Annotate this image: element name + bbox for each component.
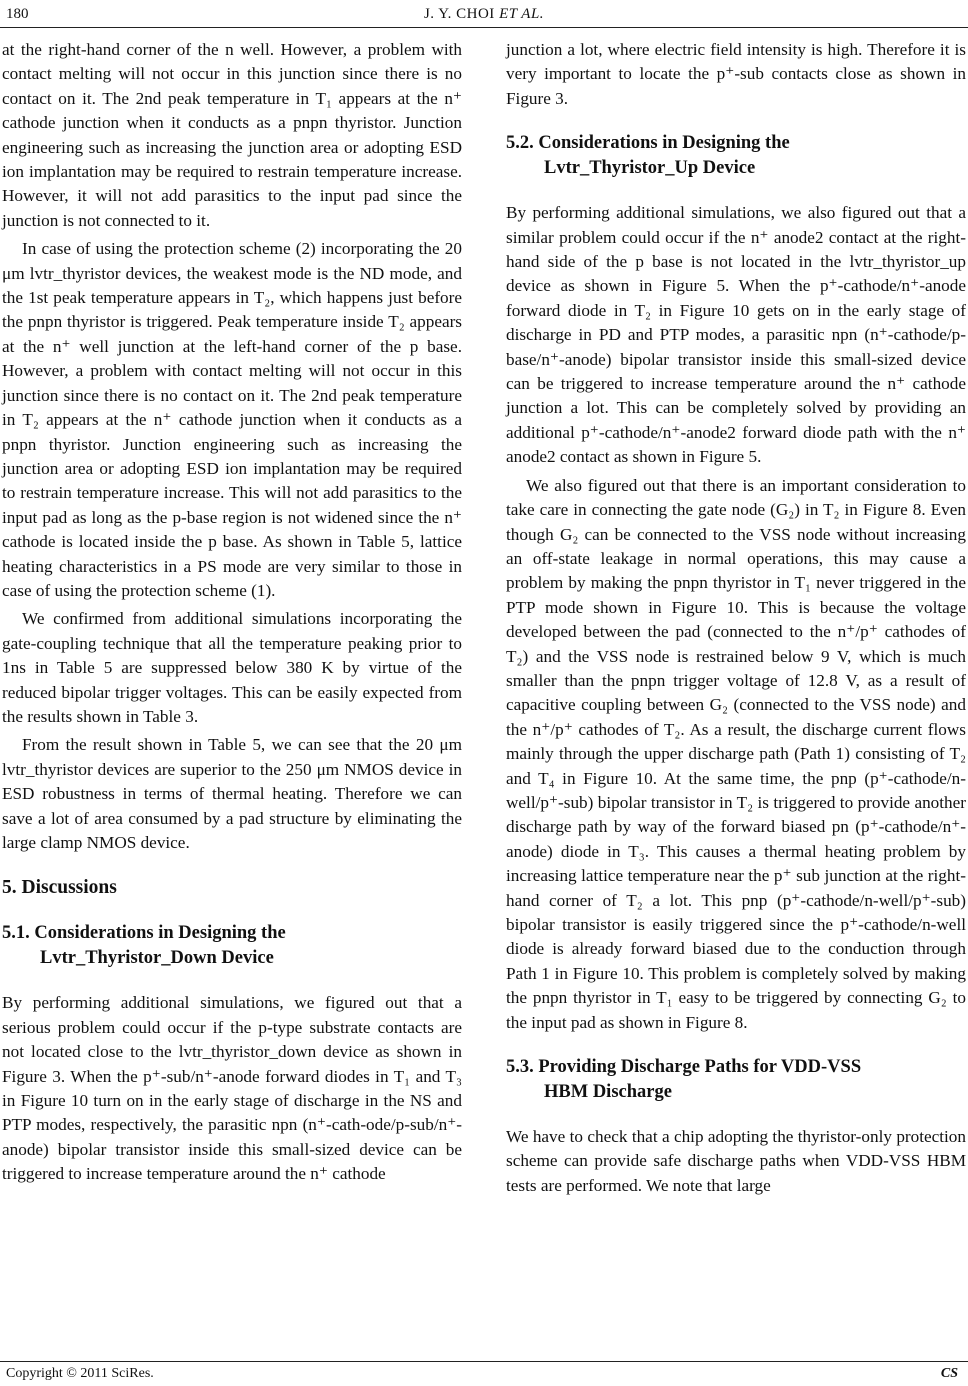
subsection-heading xyxy=(506,1055,966,1105)
running-head-et-al: ET AL. xyxy=(499,6,545,22)
paragraph: By performing additional simulations, we figured out that a serious problem could occur if the p-type substrate contacts are not located close to the lvtr_thyristor_down device as shown in Figure 3. When the p⁺-sub/n⁺-anode forward diodes in T₁ and T₃ in Figure 10 turn on in the early stage of discharge in the NS and PTP modes, respectively, the parasitic npn (n⁺-cath-ode/p-sub/n⁺-anode) bipolar transistor inside this small-sized device can be triggered to increase temperature around the n⁺ cathode xyxy=(2,993,462,1184)
subsection-heading-line2: HBM Discharge xyxy=(544,1082,672,1103)
paragraph: We have to check that a chip adopting the thyristor-only protection scheme can provide safe discharge paths when VDD-VSS HBM tests are performed. We note that large xyxy=(506,1127,966,1195)
footer-rule xyxy=(0,1361,968,1362)
copyright-notice: Copyright © 2011 SciRes. xyxy=(6,1366,154,1381)
paragraph: at the right-hand corner of the n well. However, a problem with contact melting will not occur in this junction since there is no contact on it. The 2nd peak temperature in T₁ appears at the n⁺ cathode junction when it conducts as a pnpn thyristor. Junction engineering such as increasing the junction area or adopting ESD ion implantation may be required to restrain temperature increase. However, it will not add parasitics to the input pad since the junction is not connected to it. xyxy=(2,40,462,230)
section-heading: 5. Discussions xyxy=(2,877,117,899)
subsection-heading-line1: 5.3. Providing Discharge Paths for VDD-VSS xyxy=(506,1057,862,1078)
running-head-author: J. Y. CHOI xyxy=(423,6,495,22)
paragraph: By performing additional simulations, we also figured out that a similar problem could occur if the n⁺ anode2 contact at the right-hand side of the p base is not located in the lvtr_thyristor_up device as shown in Figure 5. When the p⁺-cathode/n⁺-anode forward diode in T₂ in Figure 10 gets on in the early stage of discharge in PD and PTP modes, a parasitic npn (n⁺-cathode/p-base/n⁺-anode) bipolar transistor inside this small-sized device can be triggered to increase temperature around the n⁺ cathode junction a lot. This can be completely solved by providing an additional p⁺-cathode/n⁺-anode2 forward diode path with the n⁺ anode2 contact as shown in Figure 5. xyxy=(506,203,966,467)
right-column xyxy=(506,38,966,1198)
left-column xyxy=(2,38,462,1187)
paragraph: We confirmed from additional simulations incorporating the gate-coupling technique that all the temperature peaking prior to 1ns in Table 5 are suppressed below 380 K by virtue of the reduced bipolar trigger voltages. This can be easily expected from the results shown in Table 3. xyxy=(2,609,462,726)
journal-abbreviation: CS xyxy=(940,1366,958,1381)
subsection-heading-line1: 5.1. Considerations in Designing the xyxy=(2,923,286,944)
paragraph: junction a lot, where electric field intensity is high. Therefore it is very important to locate the p⁺-sub contacts close as shown in Figure 3. xyxy=(506,40,966,108)
running-head xyxy=(0,6,968,23)
header-rule xyxy=(0,27,968,28)
page-header xyxy=(0,6,968,28)
page-number: 180 xyxy=(6,6,29,22)
paragraph: We also figured out that there is an important consideration to take care in connecting the gate node (G₂) in T₂ in Figure 8. Even though G₂ can be connected to the VSS node without increasing an off-state leakage in normal operations, this may cause a problem by making the pnpn thyristor in T₁ never triggered in the PTP mode shown in Figure 10. This is because the voltage developed between the pad (connected to the n⁺/p⁺ cathodes of T₂) and the VSS node is restrained below 9 V, which is much smaller than the pnpn trigger voltage of 12.8 V, as a result of capacitive coupling between G₂ (connected to the VSS node) and the n⁺/p⁺ cathodes of T₂. As a result, the discharge current flows mainly through the upper discharge path (Path 1) consisting of T₂ and T₄ in Figure 10. At the same time, the pnp (p⁺-cathode/n-well/p⁺-sub) bipolar transistor in T₂ is triggered to provide another discharge path by way of the forward biased pn (p⁺-cathode/n⁺-anode) diode in T₃. This causes a thermal heating problem by increasing lattice temperature near the p⁺ sub junction at the right-hand corner of T₂ a lot. This pnp (p⁺-cathode/n-well/p⁺-sub) bipolar transistor is easily triggered since the p⁺-cathode/n-well diode is already forward biased due to the conduction through Path 1 in Figure 10. This problem is completely solved by making the pnpn thyristor in T₁ easy to be triggered by connecting G₂ to the input pad as shown in Figure 8. xyxy=(506,475,966,1032)
subsection-heading-line1: 5.2. Considerations in Designing the xyxy=(506,133,790,154)
subsection-heading-line2: Lvtr_Thyristor_Down Device xyxy=(40,948,274,969)
subsection-heading xyxy=(506,131,966,181)
paragraph: In case of using the protection scheme (2) incorporating the 20 μm lvtr_thyristor devices, the weakest mode is the ND mode, and the 1st peak temperature appears in T₂, which happens just before the pnpn thyristor is triggered. Peak temperature inside T₂ appears at the n⁺ well junction at the left-hand corner of the p base. However, a problem with contact melting will not occur in this junction since there is no contact on it. The 2nd peak temperature in T₂ appears at the n⁺ cathode junction when it conducts as a pnpn thyristor. Junction engineering such as increasing the junction area or adopting ESD ion implantation may be required to restrain temperature increase. This will not add parasitics to the input pad as long as the p-base region is not widened since the n⁺ cathode is located inside the p base. As shown in Table 5, lattice heating characteristics in a PS mode are very similar to those in case of using the protection scheme (1). xyxy=(2,239,462,600)
subsection-heading-line2: Lvtr_Thyristor_Up Device xyxy=(544,158,756,179)
subsection-heading xyxy=(2,921,462,971)
paragraph: From the result shown in Table 5, we can see that the 20 μm lvtr_thyristor devices are superior to the 250 μm NMOS device in ESD robustness in terms of thermal heating. Therefore we can save a lot of area consumed by a pad structure by eliminating the large clamp NMOS device. xyxy=(2,735,462,852)
